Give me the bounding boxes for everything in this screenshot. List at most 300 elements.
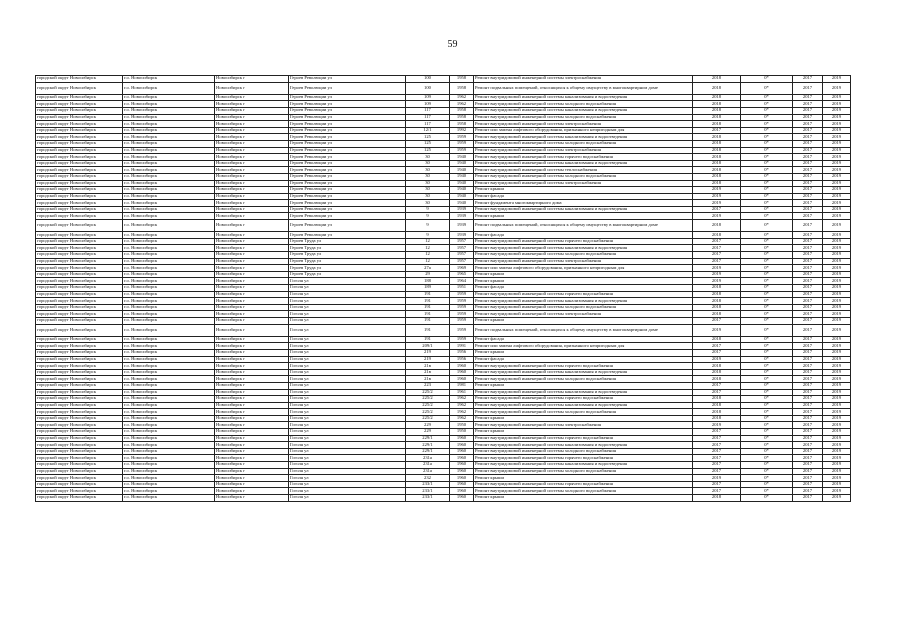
cell-house-number: 189 (406, 285, 450, 292)
cell-percent: 0* (741, 304, 793, 311)
cell-period-start: 2017 (793, 369, 823, 376)
cell-build-year: 1964 (450, 278, 474, 285)
cell-period-end: 2019 (823, 396, 851, 403)
table-row (36, 343, 851, 350)
cell-plan-year: 2018 (693, 298, 741, 305)
cell-plan-year: 2017 (693, 429, 741, 436)
cell-period-end: 2019 (823, 94, 851, 101)
cell-house-number: 231а (406, 462, 450, 469)
table-row (36, 271, 851, 278)
table-row (36, 278, 851, 285)
table-row (36, 462, 851, 469)
cell-period-end: 2019 (823, 245, 851, 252)
cell-plan-year: 2018 (693, 154, 741, 161)
cell-period-start: 2017 (793, 462, 823, 469)
cell-plan-year: 2018 (693, 121, 741, 128)
cell-house-number: 21в (406, 376, 450, 383)
cell-build-year: 1959 (450, 291, 474, 298)
cell-period-start: 2017 (793, 298, 823, 305)
cell-street: Героев Революции ул (289, 180, 406, 187)
cell-period-end: 2019 (823, 271, 851, 278)
table-row (36, 238, 851, 245)
cell-work-type: Ремонт внутридомовой инженерной системы канализования и водоотведения (474, 298, 693, 305)
cell-build-year: 1959 (450, 304, 474, 311)
cell-locality: Новосибирск г (215, 495, 289, 502)
cell-district: городской округ Новосибирск (36, 415, 123, 422)
cell-district: городской округ Новосибирск (36, 265, 123, 272)
cell-house-number: 117 (406, 121, 450, 128)
cell-house-number: 30 (406, 173, 450, 180)
cell-district: городской округ Новосибирск (36, 343, 123, 350)
cell-build-year: 1961 (450, 389, 474, 396)
cell-work-type: Ремонт внутридомовой инженерной системы канализования и водоотведения (474, 462, 693, 469)
cell-district: городской округ Новосибирск (36, 180, 123, 187)
cell-percent: 0* (741, 422, 793, 429)
cell-street: Героев Революции ул (289, 167, 406, 174)
cell-street: Героев Труда ул (289, 271, 406, 278)
cell-plan-year: 2019 (693, 213, 741, 220)
cell-plan-year: 2019 (693, 271, 741, 278)
cell-build-year: 1940 (450, 180, 474, 187)
cell-house-number: 233/1 (406, 495, 450, 502)
cell-period-end: 2019 (823, 495, 851, 502)
table-row (36, 349, 851, 356)
cell-work-type: Ремонт внутридомовой инженерной системы канализования и водоотведения (474, 245, 693, 252)
cell-locality: Новосибирск г (215, 402, 289, 409)
cell-period-start: 2017 (793, 435, 823, 442)
cell-house-number: 9 (406, 206, 450, 213)
cell-period-end: 2019 (823, 180, 851, 187)
table-row (36, 422, 851, 429)
cell-locality: Новосибирск г (215, 220, 289, 232)
table-row (36, 193, 851, 200)
cell-period-start: 2017 (793, 415, 823, 422)
cell-municipality: г.о. Новосибирск (123, 455, 215, 462)
cell-district: городской округ Новосибирск (36, 481, 123, 488)
cell-district: городской округ Новосибирск (36, 258, 123, 265)
table-row (36, 415, 851, 422)
cell-locality: Новосибирск г (215, 238, 289, 245)
cell-district: городской округ Новосибирск (36, 382, 123, 389)
cell-plan-year: 2018 (693, 232, 741, 239)
cell-district: городской округ Новосибирск (36, 232, 123, 239)
cell-percent: 0* (741, 220, 793, 232)
cell-build-year: 1956 (450, 356, 474, 363)
cell-municipality: г.о. Новосибирск (123, 422, 215, 429)
cell-work-type: Ремонт внутридомовой инженерной системы канализования и водоотведения (474, 134, 693, 141)
cell-municipality: г.о. Новосибирск (123, 206, 215, 213)
table-row (36, 481, 851, 488)
cell-period-start: 2017 (793, 127, 823, 134)
cell-percent: 0* (741, 311, 793, 318)
cell-municipality: г.о. Новосибирск (123, 376, 215, 383)
cell-work-type: Ремонт крыши (474, 382, 693, 389)
cell-municipality: г.о. Новосибирск (123, 147, 215, 154)
cell-percent: 0* (741, 298, 793, 305)
cell-work-type: Ремонт крыши (474, 278, 693, 285)
cell-build-year: 1958 (450, 121, 474, 128)
cell-street: Героев Революции ул (289, 232, 406, 239)
cell-period-end: 2019 (823, 258, 851, 265)
cell-period-start: 2017 (793, 238, 823, 245)
cell-locality: Новосибирск г (215, 140, 289, 147)
cell-percent: 0* (741, 488, 793, 495)
cell-street: Героев Революции ул (289, 173, 406, 180)
cell-plan-year: 2018 (693, 140, 741, 147)
cell-locality: Новосибирск г (215, 356, 289, 363)
cell-percent: 0* (741, 147, 793, 154)
cell-build-year: 1950 (450, 429, 474, 436)
cell-plan-year: 2017 (693, 462, 741, 469)
cell-percent: 0* (741, 291, 793, 298)
cell-locality: Новосибирск г (215, 101, 289, 108)
cell-locality: Новосибирск г (215, 455, 289, 462)
cell-district: городской округ Новосибирск (36, 396, 123, 403)
cell-build-year: 1960 (450, 488, 474, 495)
cell-percent: 0* (741, 369, 793, 376)
cell-house-number: 219 (406, 356, 450, 363)
cell-locality: Новосибирск г (215, 200, 289, 207)
cell-period-end: 2019 (823, 311, 851, 318)
cell-period-end: 2019 (823, 220, 851, 232)
cell-percent: 0* (741, 82, 793, 94)
cell-house-number: 9 (406, 213, 450, 220)
cell-district: городской округ Новосибирск (36, 134, 123, 141)
table-row (36, 114, 851, 121)
cell-period-end: 2019 (823, 200, 851, 207)
cell-municipality: г.о. Новосибирск (123, 409, 215, 416)
cell-period-start: 2017 (793, 187, 823, 194)
cell-percent: 0* (741, 389, 793, 396)
cell-period-start: 2017 (793, 271, 823, 278)
cell-build-year: 1950 (450, 422, 474, 429)
cell-street: Гоголя ул (289, 435, 406, 442)
cell-period-end: 2019 (823, 409, 851, 416)
cell-plan-year: 2017 (693, 455, 741, 462)
cell-work-type: Ремонт внутридомовой инженерной системы холодного водоснабжения (474, 101, 693, 108)
cell-plan-year: 2018 (693, 147, 741, 154)
cell-period-start: 2017 (793, 363, 823, 370)
cell-plan-year: 2018 (693, 167, 741, 174)
cell-plan-year: 2018 (693, 291, 741, 298)
cell-house-number: 12/1 (406, 127, 450, 134)
cell-period-start: 2017 (793, 409, 823, 416)
cell-period-start: 2017 (793, 167, 823, 174)
table-row (36, 402, 851, 409)
cell-percent: 0* (741, 336, 793, 343)
cell-locality: Новосибирск г (215, 154, 289, 161)
cell-build-year: 1960 (450, 462, 474, 469)
table-row (36, 455, 851, 462)
cell-percent: 0* (741, 245, 793, 252)
table-row (36, 409, 851, 416)
table-row (36, 206, 851, 213)
cell-municipality: г.о. Новосибирск (123, 200, 215, 207)
cell-build-year: 1960 (450, 363, 474, 370)
cell-district: городской округ Новосибирск (36, 475, 123, 482)
cell-period-end: 2019 (823, 265, 851, 272)
table-row (36, 369, 851, 376)
cell-build-year: 1960 (450, 442, 474, 449)
cell-district: городской округ Новосибирск (36, 252, 123, 259)
cell-street: Героев Революции ул (289, 200, 406, 207)
cell-plan-year: 2019 (693, 278, 741, 285)
cell-street: Гоголя ул (289, 298, 406, 305)
cell-municipality: г.о. Новосибирск (123, 336, 215, 343)
cell-period-end: 2019 (823, 101, 851, 108)
cell-percent: 0* (741, 429, 793, 436)
cell-municipality: г.о. Новосибирск (123, 481, 215, 488)
table-row (36, 488, 851, 495)
cell-period-end: 2019 (823, 147, 851, 154)
cell-period-end: 2019 (823, 213, 851, 220)
cell-plan-year: 2017 (693, 488, 741, 495)
cell-period-start: 2017 (793, 336, 823, 343)
cell-street: Гоголя ул (289, 304, 406, 311)
cell-locality: Новосибирск г (215, 232, 289, 239)
cell-plan-year: 2019 (693, 422, 741, 429)
cell-percent: 0* (741, 349, 793, 356)
table-row (36, 363, 851, 370)
cell-build-year: 1951 (450, 285, 474, 292)
table-row (36, 167, 851, 174)
cell-district: городской округ Новосибирск (36, 173, 123, 180)
cell-district: городской округ Новосибирск (36, 304, 123, 311)
cell-work-type: Ремонт внутридомовой инженерной системы горячего водоснабжения (474, 435, 693, 442)
cell-percent: 0* (741, 167, 793, 174)
cell-street: Гоголя ул (289, 336, 406, 343)
cell-street: Гоголя ул (289, 369, 406, 376)
cell-house-number: 191 (406, 317, 450, 324)
cell-period-start: 2017 (793, 356, 823, 363)
cell-district: городской округ Новосибирск (36, 193, 123, 200)
cell-period-start: 2017 (793, 213, 823, 220)
cell-period-start: 2017 (793, 376, 823, 383)
cell-percent: 0* (741, 382, 793, 389)
cell-work-type: Ремонт внутридомовой инженерной системы холодного водоснабжения (474, 448, 693, 455)
cell-period-start: 2017 (793, 107, 823, 114)
cell-street: Гоголя ул (289, 422, 406, 429)
table-row (36, 140, 851, 147)
cell-work-type: Ремонт внутридомовой инженерной системы электроснабжения (474, 258, 693, 265)
cell-house-number: 117 (406, 114, 450, 121)
cell-locality: Новосибирск г (215, 82, 289, 94)
cell-house-number: 231а (406, 455, 450, 462)
cell-municipality: г.о. Новосибирск (123, 468, 215, 475)
cell-work-type: Ремонт внутридомовой инженерной системы электроснабжения (474, 422, 693, 429)
cell-period-start: 2017 (793, 495, 823, 502)
cell-municipality: г.о. Новосибирск (123, 311, 215, 318)
cell-plan-year: 2018 (693, 396, 741, 403)
cell-plan-year: 2017 (693, 468, 741, 475)
cell-period-end: 2019 (823, 475, 851, 482)
table-row (36, 475, 851, 482)
cell-percent: 0* (741, 265, 793, 272)
cell-build-year: 1962 (450, 101, 474, 108)
cell-district: городской округ Новосибирск (36, 187, 123, 194)
cell-house-number: 30 (406, 160, 450, 167)
cell-period-start: 2017 (793, 160, 823, 167)
cell-locality: Новосибирск г (215, 252, 289, 259)
cell-plan-year: 2018 (693, 336, 741, 343)
cell-street: Гоголя ул (289, 285, 406, 292)
cell-municipality: г.о. Новосибирск (123, 324, 215, 336)
cell-period-start: 2017 (793, 193, 823, 200)
cell-house-number: 21в (406, 369, 450, 376)
cell-percent: 0* (741, 200, 793, 207)
cell-street: Героев Революции ул (289, 107, 406, 114)
cell-period-start: 2017 (793, 422, 823, 429)
cell-locality: Новосибирск г (215, 127, 289, 134)
cell-plan-year: 2017 (693, 382, 741, 389)
cell-street: Героев Революции ул (289, 101, 406, 108)
cell-period-start: 2017 (793, 232, 823, 239)
cell-locality: Новосибирск г (215, 468, 289, 475)
cell-work-type: Ремонт фасада (474, 356, 693, 363)
cell-percent: 0* (741, 442, 793, 449)
cell-municipality: г.о. Новосибирск (123, 107, 215, 114)
cell-build-year: 1959 (450, 147, 474, 154)
cell-period-start: 2017 (793, 76, 823, 83)
cell-house-number: 12 (406, 252, 450, 259)
cell-locality: Новосибирск г (215, 475, 289, 482)
cell-period-end: 2019 (823, 442, 851, 449)
cell-period-start: 2017 (793, 291, 823, 298)
table-row (36, 127, 851, 134)
cell-street: Героев Революции ул (289, 114, 406, 121)
cell-street: Гоголя ул (289, 278, 406, 285)
cell-municipality: г.о. Новосибирск (123, 252, 215, 259)
cell-percent: 0* (741, 435, 793, 442)
cell-period-start: 2017 (793, 455, 823, 462)
cell-district: городской округ Новосибирск (36, 422, 123, 429)
cell-percent: 0* (741, 114, 793, 121)
cell-locality: Новосибирск г (215, 317, 289, 324)
cell-municipality: г.о. Новосибирск (123, 265, 215, 272)
cell-street: Гоголя ул (289, 324, 406, 336)
cell-period-start: 2017 (793, 343, 823, 350)
cell-work-type: Ремонт внутридомовой инженерной системы холодного водоснабжения (474, 409, 693, 416)
cell-locality: Новосибирск г (215, 343, 289, 350)
cell-build-year: 1957 (450, 245, 474, 252)
cell-plan-year: 2017 (693, 481, 741, 488)
cell-locality: Новосибирск г (215, 180, 289, 187)
cell-period-end: 2019 (823, 317, 851, 324)
cell-period-end: 2019 (823, 462, 851, 469)
cell-percent: 0* (741, 94, 793, 101)
cell-period-start: 2017 (793, 468, 823, 475)
cell-build-year: 1939 (450, 213, 474, 220)
cell-percent: 0* (741, 101, 793, 108)
cell-plan-year: 2019 (693, 475, 741, 482)
cell-period-start: 2017 (793, 475, 823, 482)
cell-build-year: 1960 (450, 481, 474, 488)
cell-work-type: Ремонт внутридомовой инженерной системы холодного водоснабжения (474, 488, 693, 495)
cell-street: Героев Революции ул (289, 76, 406, 83)
cell-plan-year: 2018 (693, 101, 741, 108)
cell-municipality: г.о. Новосибирск (123, 245, 215, 252)
table-row (36, 304, 851, 311)
cell-plan-year: 2017 (693, 349, 741, 356)
cell-locality: Новосибирск г (215, 160, 289, 167)
cell-municipality: г.о. Новосибирск (123, 101, 215, 108)
cell-district: городской округ Новосибирск (36, 160, 123, 167)
cell-build-year: 1958 (450, 107, 474, 114)
cell-period-end: 2019 (823, 167, 851, 174)
cell-plan-year: 2018 (693, 180, 741, 187)
cell-municipality: г.о. Новосибирск (123, 298, 215, 305)
cell-plan-year: 2019 (693, 187, 741, 194)
cell-percent: 0* (741, 462, 793, 469)
cell-work-type: Ремонт крыши (474, 187, 693, 194)
cell-percent: 0* (741, 121, 793, 128)
cell-locality: Новосибирск г (215, 304, 289, 311)
cell-build-year: 1992 (450, 127, 474, 134)
cell-period-start: 2017 (793, 220, 823, 232)
cell-percent: 0* (741, 343, 793, 350)
cell-percent: 0* (741, 140, 793, 147)
cell-house-number: 125 (406, 147, 450, 154)
cell-municipality: г.о. Новосибирск (123, 121, 215, 128)
cell-percent: 0* (741, 127, 793, 134)
cell-work-type: Ремонт внутридомовой инженерной системы холодного водоснабжения (474, 140, 693, 147)
table-row (36, 160, 851, 167)
cell-plan-year: 2017 (693, 127, 741, 134)
cell-municipality: г.о. Новосибирск (123, 356, 215, 363)
table-row (36, 298, 851, 305)
table-row (36, 245, 851, 252)
cell-period-end: 2019 (823, 369, 851, 376)
page-number: 59 (447, 39, 458, 50)
cell-percent: 0* (741, 363, 793, 370)
cell-period-end: 2019 (823, 134, 851, 141)
cell-district: городской округ Новосибирск (36, 442, 123, 449)
cell-build-year: 1960 (450, 448, 474, 455)
cell-percent: 0* (741, 76, 793, 83)
cell-house-number: 30 (406, 180, 450, 187)
table-row (36, 220, 851, 232)
cell-build-year: 1981 (450, 382, 474, 389)
cell-period-end: 2019 (823, 455, 851, 462)
cell-municipality: г.о. Новосибирск (123, 173, 215, 180)
cell-municipality: г.о. Новосибирск (123, 317, 215, 324)
cell-municipality: г.о. Новосибирск (123, 435, 215, 442)
cell-locality: Новосибирск г (215, 442, 289, 449)
cell-work-type: Ремонт внутридомовой инженерной системы электроснабжения (474, 180, 693, 187)
work-schedule-table (35, 75, 851, 502)
table-row (36, 134, 851, 141)
cell-street: Гоголя ул (289, 349, 406, 356)
cell-percent: 0* (741, 481, 793, 488)
cell-work-type: Ремонт внутридомовой инженерной системы канализования и водоотведения (474, 369, 693, 376)
cell-locality: Новосибирск г (215, 76, 289, 83)
cell-locality: Новосибирск г (215, 369, 289, 376)
cell-period-end: 2019 (823, 291, 851, 298)
cell-municipality: г.о. Новосибирск (123, 448, 215, 455)
cell-percent: 0* (741, 193, 793, 200)
cell-district: городской округ Новосибирск (36, 369, 123, 376)
cell-district: городской округ Новосибирск (36, 76, 123, 83)
cell-work-type: Ремонт внутридомовой инженерной системы электроснабжения (474, 311, 693, 318)
cell-district: городской округ Новосибирск (36, 271, 123, 278)
cell-locality: Новосибирск г (215, 94, 289, 101)
cell-period-start: 2017 (793, 285, 823, 292)
cell-district: городской округ Новосибирск (36, 349, 123, 356)
cell-municipality: г.о. Новосибирск (123, 343, 215, 350)
cell-locality: Новосибирск г (215, 396, 289, 403)
cell-street: Гоголя ул (289, 415, 406, 422)
cell-period-start: 2017 (793, 82, 823, 94)
